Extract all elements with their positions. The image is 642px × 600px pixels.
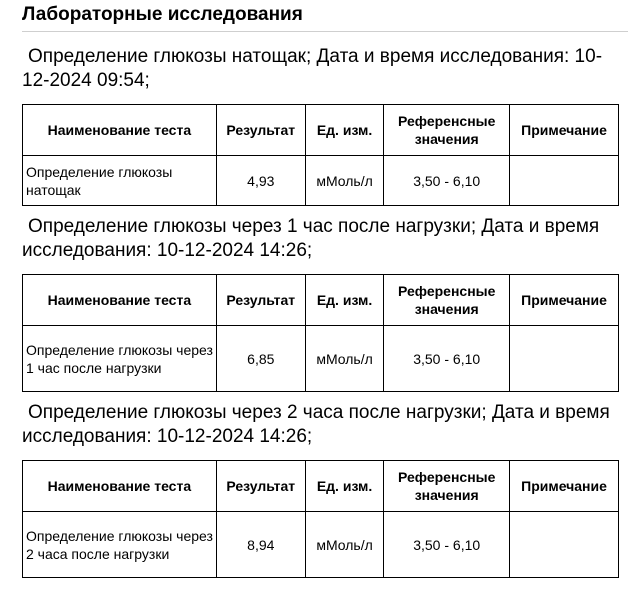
results-table <box>22 104 619 206</box>
cell-note <box>510 326 619 392</box>
header-reference: Референсные значения <box>384 461 510 512</box>
header-result: Результат <box>216 275 305 326</box>
cell-reference: 3,50 - 6,10 <box>384 156 510 206</box>
cell-test-name: Определение глюкозы натощак <box>23 156 217 206</box>
cell-result: 6,85 <box>216 326 305 392</box>
header-result: Результат <box>216 461 305 512</box>
table-row <box>23 512 619 578</box>
table-header-row <box>23 105 619 156</box>
header-name: Наименование теста <box>23 461 217 512</box>
study-heading <box>22 401 622 449</box>
cell-reference: 3,50 - 6,10 <box>384 326 510 392</box>
cell-note <box>510 156 619 206</box>
cell-unit: мМоль/л <box>305 512 384 578</box>
header-reference: Референсные значения <box>384 105 510 156</box>
table-row <box>23 326 619 392</box>
cell-unit: мМоль/л <box>305 326 384 392</box>
header-unit: Ед. изм. <box>305 461 384 512</box>
header-unit: Ед. изм. <box>305 275 384 326</box>
study-heading-text: Определение глюкозы натощак; Дата и время исследования: 10-12-2024 09:54; <box>22 46 603 91</box>
table-header-row <box>23 275 619 326</box>
study-heading-text: Определение глюкозы через 1 час после нагрузки; Дата и время исследования: 10-12-2024 14:26; <box>22 216 600 261</box>
header-note: Примечание <box>510 105 619 156</box>
header-unit: Ед. изм. <box>305 105 384 156</box>
study-heading <box>22 215 622 263</box>
study-heading-text: Определение глюкозы через 2 часа после нагрузки; Дата и время исследования: 10-12-2024 14:26; <box>22 402 610 447</box>
cell-unit: мМоль/л <box>305 156 384 206</box>
section-title: Лабораторные исследования <box>22 0 628 32</box>
header-reference: Референсные значения <box>384 275 510 326</box>
results-table <box>22 274 619 392</box>
header-name: Наименование теста <box>23 275 217 326</box>
table-header-row <box>23 461 619 512</box>
header-note: Примечание <box>510 275 619 326</box>
results-table <box>22 460 619 578</box>
study-block <box>22 215 642 392</box>
cell-note <box>510 512 619 578</box>
cell-test-name: Определение глюкозы через 2 часа после нагрузки <box>23 512 217 578</box>
header-name: Наименование теста <box>23 105 217 156</box>
header-note: Примечание <box>510 461 619 512</box>
cell-reference: 3,50 - 6,10 <box>384 512 510 578</box>
table-row <box>23 156 619 206</box>
header-result: Результат <box>216 105 305 156</box>
cell-result: 8,94 <box>216 512 305 578</box>
cell-test-name: Определение глюкозы через 1 час после нагрузки <box>23 326 217 392</box>
study-heading <box>22 45 622 93</box>
study-block <box>22 45 642 206</box>
study-block <box>22 401 642 578</box>
cell-result: 4,93 <box>216 156 305 206</box>
